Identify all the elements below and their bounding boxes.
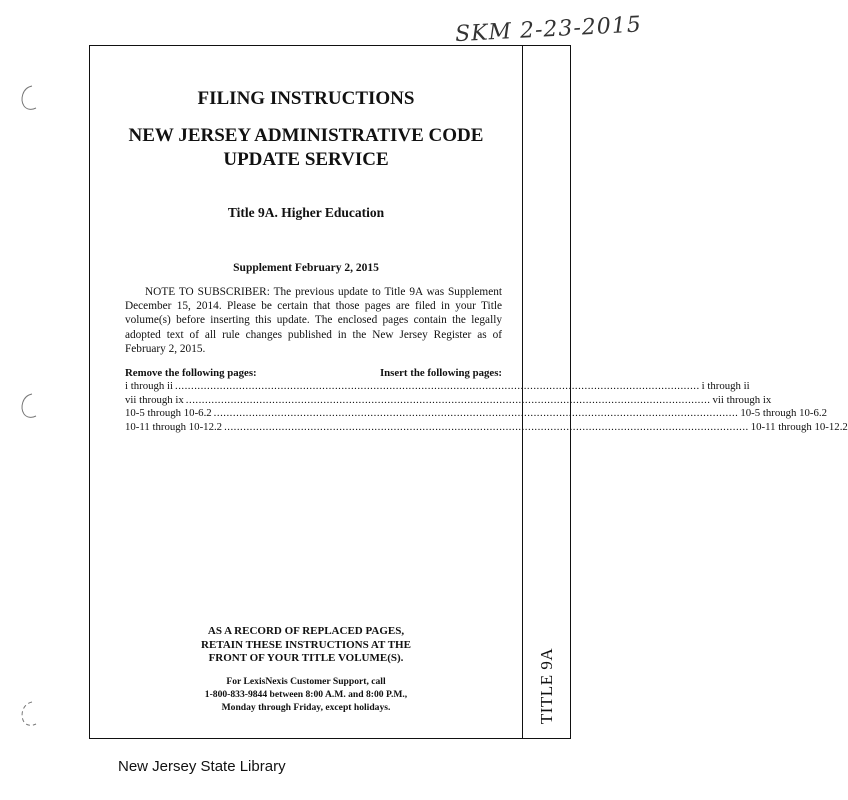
- supplement-date: Supplement February 2, 2015: [233, 262, 379, 274]
- leader-dots: ....................................................................................................................................................................: [175, 380, 700, 393]
- remove-pages: 10-5 through 10-6.2: [125, 407, 212, 420]
- leader-dots: ....................................................................................................................................................................: [224, 420, 749, 433]
- page-row: [125, 393, 772, 407]
- remove-header: Remove the following pages:: [125, 367, 257, 379]
- subtitle-line-1: NEW JERSEY ADMINISTRATIVE CODE: [128, 125, 484, 146]
- title-tab-label: [523, 636, 571, 736]
- insert-pages: i through ii: [701, 380, 750, 393]
- subscriber-note-text: NOTE TO SUBSCRIBER: The previous update to Title 9A was Supplement December 15, 2014. Please be certain that those pages are filed in your Title volume(s) before inserting this update. The enclosed pages contain the legally adopted text of all rule changes published in the New Jersey Register as of February 2, 2015.: [125, 286, 502, 355]
- support-line-2: 1-800-833-9844 between 8:00 A.M. and 8:00 P.M.,: [204, 689, 408, 700]
- insert-pages: vii through ix: [712, 393, 772, 406]
- leader-dots: ....................................................................................................................................................................: [185, 393, 711, 406]
- document-subtitle: [89, 124, 523, 172]
- page-row: [125, 407, 828, 420]
- library-footer: New Jersey State Library: [118, 758, 286, 775]
- record-line-3: FRONT OF YOUR TITLE VOLUME(S).: [208, 652, 404, 664]
- support-line-3: Monday through Friday, except holidays.: [221, 702, 391, 713]
- page-list-header: [125, 367, 502, 380]
- remove-pages: i through ii: [125, 380, 173, 393]
- punch-hole-mark: [18, 84, 38, 112]
- record-instructions: [89, 625, 523, 666]
- insert-pages: 10-11 through 10-12.2: [750, 420, 848, 433]
- section-title: Title 9A. Higher Education: [227, 205, 385, 220]
- subscriber-note: [125, 285, 502, 356]
- page-row: [125, 420, 848, 434]
- handwritten-date-note: SKM 2-23-2015: [454, 12, 643, 48]
- remove-pages: vii through ix: [125, 393, 184, 406]
- insert-header: Insert the following pages:: [379, 367, 502, 379]
- subtitle-line-2: UPDATE SERVICE: [223, 149, 389, 170]
- support-line-1: For LexisNexis Customer Support, call: [226, 676, 386, 687]
- punch-hole-mark: [18, 392, 38, 420]
- customer-support-info: [89, 675, 523, 714]
- insert-pages: 10-5 through 10-6.2: [740, 407, 828, 420]
- document-title: FILING INSTRUCTIONS: [197, 88, 415, 109]
- record-line-2: RETAIN THESE INSTRUCTIONS AT THE: [201, 638, 411, 651]
- title-tab-text: TITLE 9A: [537, 647, 557, 725]
- leader-dots: ....................................................................................................................................................................: [213, 407, 739, 420]
- punch-hole-mark: [18, 700, 38, 728]
- remove-pages: 10-11 through 10-12.2: [125, 420, 223, 433]
- page-row: [125, 380, 750, 393]
- page-replacement-list: [125, 367, 848, 434]
- record-line-1: AS A RECORD OF REPLACED PAGES,: [207, 625, 405, 637]
